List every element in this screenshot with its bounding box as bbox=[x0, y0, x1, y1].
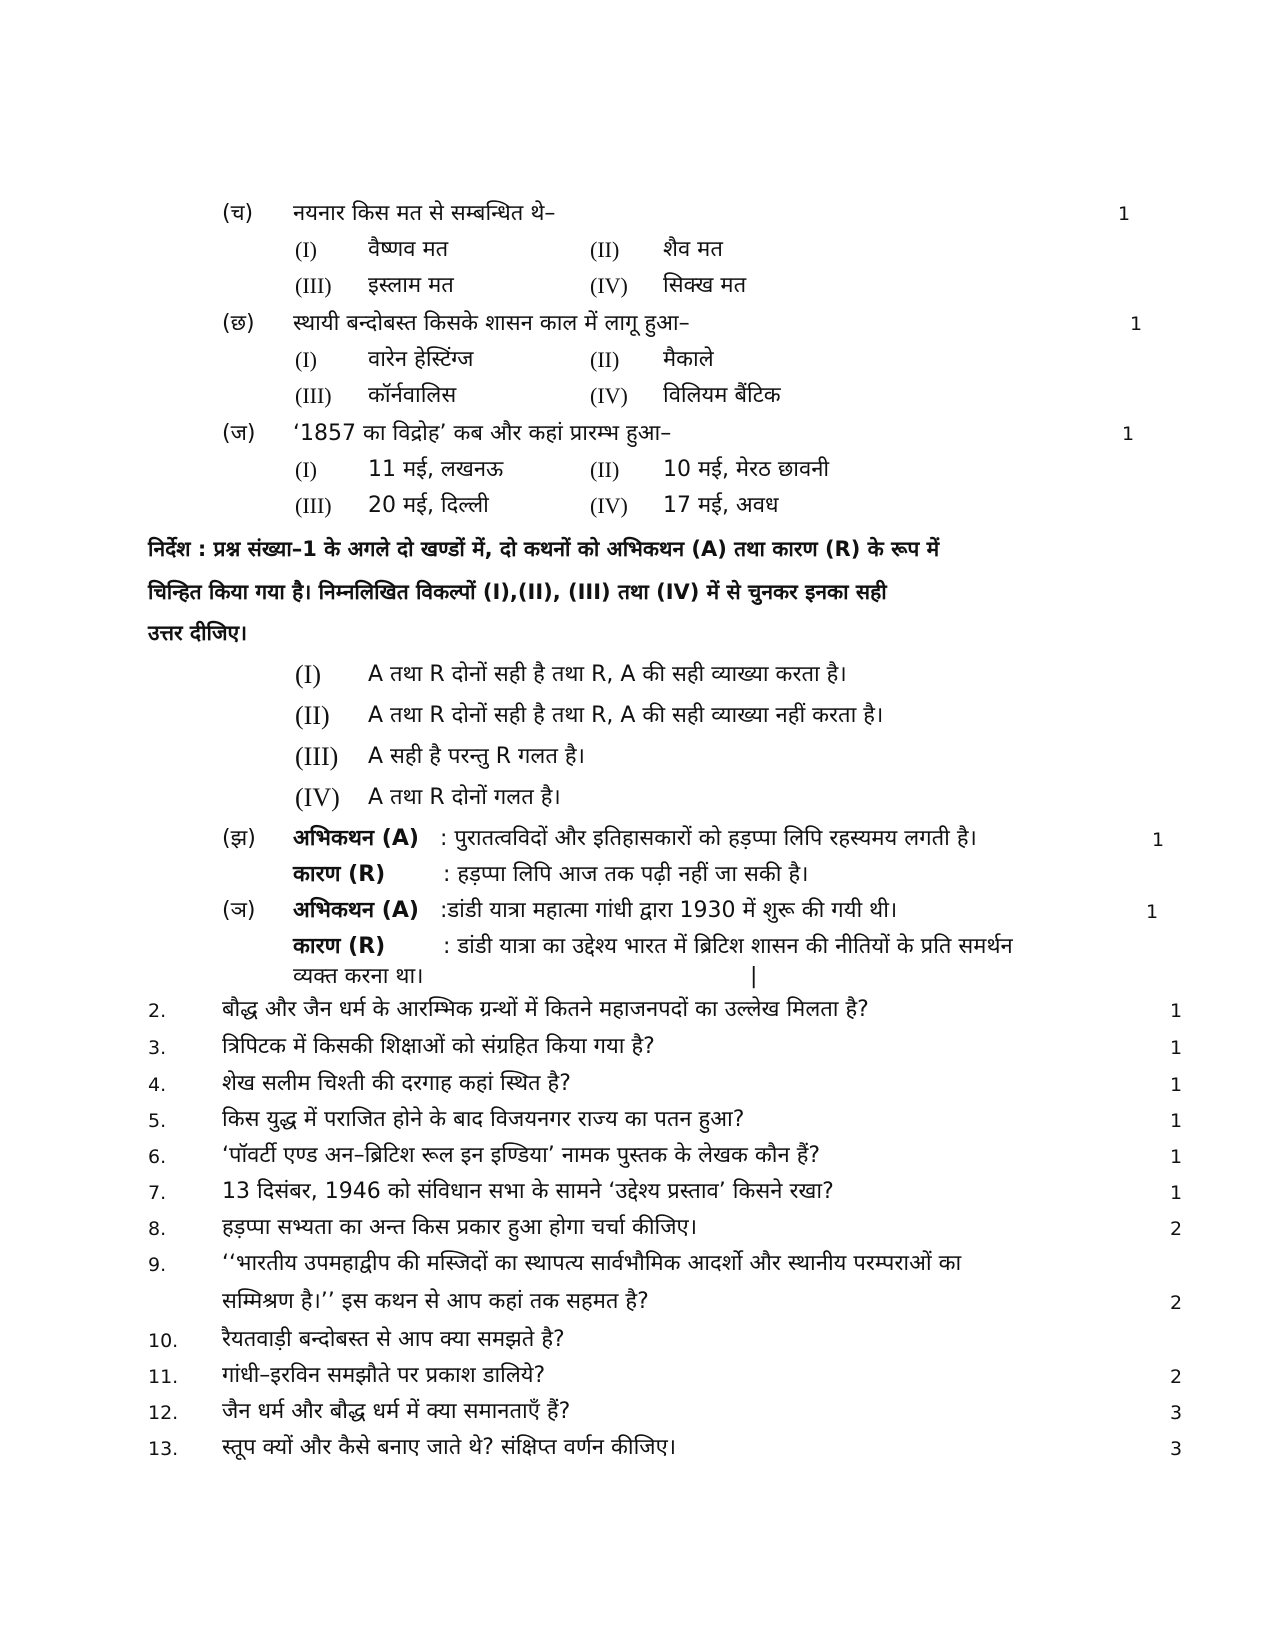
question-text: शेख सलीम चिश्ती की दरगाह कहां स्थित है? bbox=[222, 1071, 571, 1096]
question-number: 2. bbox=[148, 1000, 167, 1022]
mcq-question: स्थायी बन्दोबस्त किसके शासन काल में लागू हुआ– bbox=[293, 311, 690, 336]
option-text: मैकाले bbox=[663, 347, 714, 372]
question-number: 13. bbox=[148, 1438, 179, 1460]
reason-text-continued: व्यक्त करना था। bbox=[293, 964, 424, 989]
option-text: शैव मत bbox=[663, 237, 723, 262]
option-text: इस्लाम मत bbox=[368, 273, 454, 298]
mcq-question: नयनार किस मत से सम्बन्धित थे– bbox=[293, 201, 556, 226]
option-text: सिक्ख मत bbox=[663, 273, 747, 298]
question-text: त्रिपिटक में किसकी शिक्षाओं को संग्रहित किया गया है? bbox=[222, 1034, 655, 1059]
assertion-text: : पुरातत्वविदों और इतिहासकारों को हड़प्पा लिपि रहस्यमय लगती है। bbox=[440, 826, 977, 851]
question-text-continued: सम्मिश्रण है।’’ इस कथन से आप कहां तक सहमत है? bbox=[222, 1289, 649, 1314]
option-text: वैष्णव मत bbox=[368, 237, 449, 262]
option-num: (III) bbox=[295, 383, 332, 408]
option-text: 10 मई, मेरठ छावनी bbox=[663, 457, 830, 482]
question-text: 13 दिसंबर, 1946 को संविधान सभा के सामने ‘उद्देश्य प्रस्ताव’ किसने रखा? bbox=[222, 1179, 834, 1204]
option-num: (IV) bbox=[590, 273, 628, 298]
marks: 1 bbox=[1170, 1182, 1183, 1204]
marks: 1 bbox=[1170, 1110, 1183, 1132]
marks: 1 bbox=[1118, 203, 1131, 225]
question-text: रैयतवाड़ी बन्दोबस्त से आप क्या समझते है? bbox=[222, 1327, 565, 1352]
ar-label: (झ) bbox=[222, 826, 256, 851]
question-number: 8. bbox=[148, 1218, 167, 1240]
marks: 1 bbox=[1130, 313, 1143, 335]
marks: 1 bbox=[1122, 423, 1135, 445]
direction-line: निर्देश : प्रश्न संख्या–1 के अगले दो खण्डों में, दो कथनों को अभिकथन (A) तथा कारण (R) के रूप में bbox=[148, 537, 940, 561]
option-text: 17 मई, अवध bbox=[663, 493, 779, 518]
ar-option-text: A तथा R दोनों गलत है। bbox=[368, 785, 561, 810]
question-number: 3. bbox=[148, 1037, 167, 1059]
marks: 3 bbox=[1170, 1438, 1183, 1460]
question-text: बौद्ध और जैन धर्म के आरम्भिक ग्रन्थों में कितने महाजनपदों का उल्लेख मिलता है? bbox=[222, 997, 869, 1022]
mcq-question: ‘1857 का विद्रोह’ कब और कहां प्रारम्भ हुआ– bbox=[293, 421, 672, 446]
ar-option-num: (I) bbox=[295, 660, 321, 689]
question-text: स्तूप क्यों और कैसे बनाए जाते थे? संक्षिप्त वर्णन कीजिए। bbox=[222, 1435, 677, 1460]
assertion-label: अभिकथन (A) bbox=[293, 898, 419, 923]
marks: 1 bbox=[1152, 829, 1165, 851]
option-num: (II) bbox=[590, 457, 620, 482]
marks: 2 bbox=[1170, 1292, 1183, 1314]
reason-label: कारण (R) bbox=[293, 862, 386, 887]
option-num: (I) bbox=[295, 237, 317, 262]
ar-option-num: (IV) bbox=[295, 783, 340, 812]
ar-option-num: (III) bbox=[295, 742, 339, 771]
question-number: 11. bbox=[148, 1366, 179, 1388]
ar-option-text: A सही है परन्तु R गलत है। bbox=[368, 744, 585, 769]
direction-line: उत्तर दीजिए। bbox=[148, 621, 248, 645]
assertion-text: :डांडी यात्रा महात्मा गांधी द्वारा 1930 में शुरू की गयी थी। bbox=[440, 898, 898, 923]
marks: 2 bbox=[1170, 1218, 1183, 1240]
option-num: (III) bbox=[295, 493, 332, 518]
option-num: (II) bbox=[590, 237, 620, 262]
question-text: जैन धर्म और बौद्ध धर्म में क्या समानताएँ हैं? bbox=[222, 1399, 571, 1424]
ar-label: (ञ) bbox=[222, 898, 256, 923]
question-text: हड़प्पा सभ्यता का अन्त किस प्रकार हुआ होगा चर्चा कीजिए। bbox=[222, 1215, 698, 1240]
option-text: 20 मई, दिल्ली bbox=[368, 493, 489, 518]
option-num: (III) bbox=[295, 273, 332, 298]
question-number: 4. bbox=[148, 1074, 167, 1096]
marks: 1 bbox=[1170, 1074, 1183, 1096]
option-text: विलियम बैंटिक bbox=[663, 383, 781, 408]
question-text: ‘पॉवर्टी एण्ड अन–ब्रिटिश रूल इन इण्डिया’ नामक पुस्तक के लेखक कौन हैं? bbox=[222, 1143, 821, 1168]
question-number: 10. bbox=[148, 1330, 179, 1352]
mcq-label: (च) bbox=[222, 201, 254, 226]
question-number: 9. bbox=[148, 1254, 167, 1276]
option-num: (IV) bbox=[590, 493, 628, 518]
marks: 1 bbox=[1170, 1000, 1183, 1022]
marks: 1 bbox=[1170, 1037, 1183, 1059]
ar-option-text: A तथा R दोनों सही है तथा R, A की सही व्याख्या नहीं करता है। bbox=[368, 703, 884, 728]
reason-label: कारण (R) bbox=[293, 934, 386, 959]
reason-text: : डांडी यात्रा का उद्देश्य भारत में ब्रिटिश शासन की नीतियों के प्रति समर्थन bbox=[443, 934, 1013, 959]
question-text: किस युद्ध में पराजित होने के बाद विजयनगर राज्य का पतन हुआ? bbox=[222, 1107, 745, 1132]
option-text: 11 मई, लखनऊ bbox=[368, 457, 504, 482]
marks: 1 bbox=[1170, 1146, 1183, 1168]
marks: 1 bbox=[1146, 901, 1159, 923]
ar-option-text: A तथा R दोनों सही है तथा R, A की सही व्याख्या करता है। bbox=[368, 662, 847, 687]
option-num: (I) bbox=[295, 457, 317, 482]
question-text: गांधी–इरविन समझौते पर प्रकाश डालिये? bbox=[222, 1363, 546, 1388]
question-number: 5. bbox=[148, 1110, 167, 1132]
question-number: 6. bbox=[148, 1146, 167, 1168]
question-text: ‘‘भारतीय उपमहाद्वीप की मस्जिदों का स्थापत्य सार्वभौमिक आदर्शो और स्थानीय परम्पराओं का bbox=[222, 1251, 962, 1276]
marks: 2 bbox=[1170, 1366, 1183, 1388]
question-number: 7. bbox=[148, 1182, 167, 1204]
question-number: 12. bbox=[148, 1402, 179, 1424]
marks: 3 bbox=[1170, 1402, 1183, 1424]
stray-mark: | bbox=[750, 964, 758, 989]
assertion-label: अभिकथन (A) bbox=[293, 826, 419, 851]
option-num: (IV) bbox=[590, 383, 628, 408]
option-text: कॉर्नवालिस bbox=[368, 383, 457, 408]
mcq-label: (छ) bbox=[222, 311, 255, 336]
reason-text: : हड़प्पा लिपि आज तक पढ़ी नहीं जा सकी है। bbox=[443, 862, 809, 887]
direction-line: चिन्हित किया गया है। निम्नलिखित विकल्पों (I),(II), (III) तथा (IV) में से चुनकर इनका सही bbox=[148, 580, 887, 604]
ar-option-num: (II) bbox=[295, 701, 330, 730]
mcq-label: (ज) bbox=[222, 421, 256, 446]
option-num: (I) bbox=[295, 347, 317, 372]
option-num: (II) bbox=[590, 347, 620, 372]
option-text: वारेन हेस्टिंग्ज bbox=[368, 347, 474, 372]
